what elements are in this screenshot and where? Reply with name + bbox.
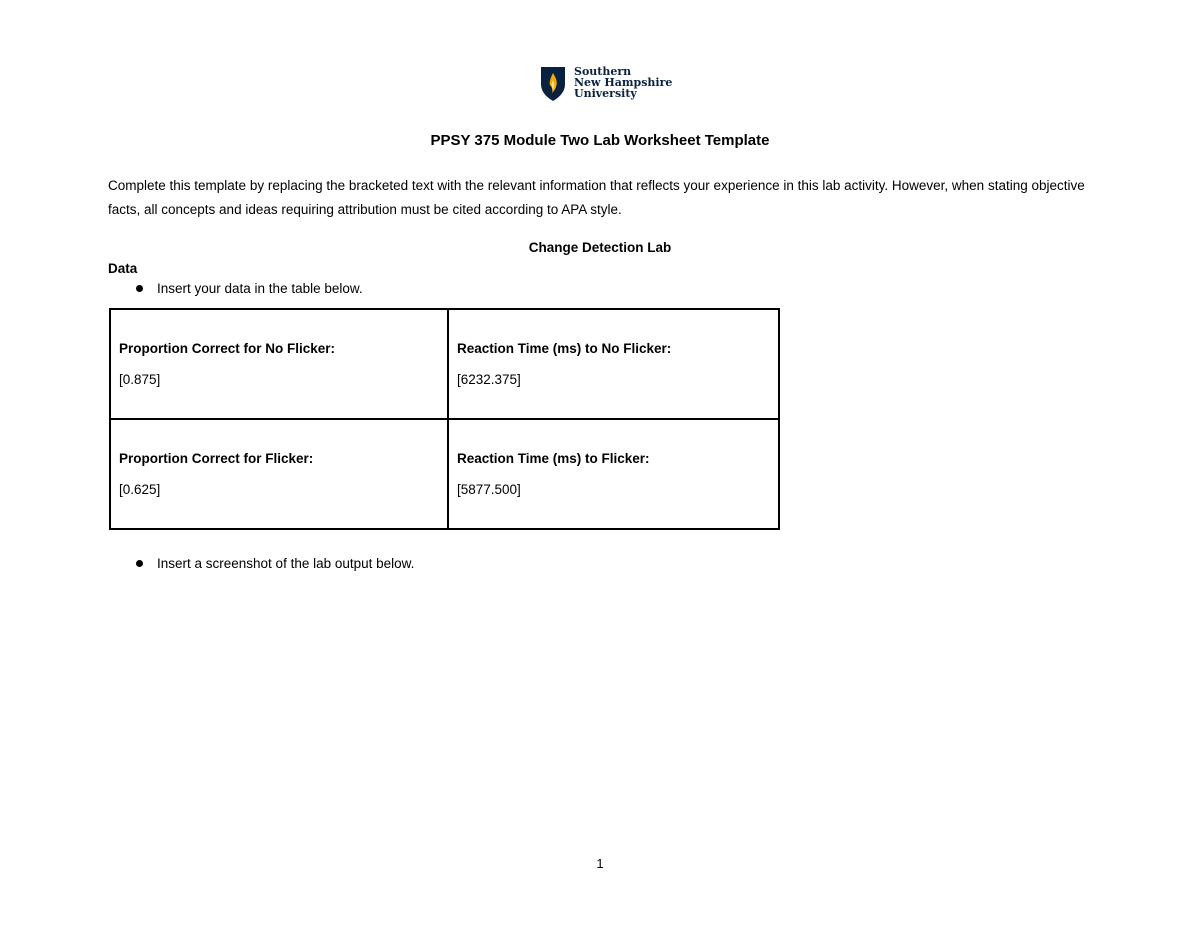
table-cell-proportion-flicker[interactable] xyxy=(110,419,448,529)
page-number: 1 xyxy=(596,856,604,871)
cell-value[interactable]: [6232.375] xyxy=(457,372,521,387)
table-cell-reaction-flicker[interactable] xyxy=(448,419,779,529)
shield-flame-icon xyxy=(540,66,566,102)
university-logo xyxy=(540,66,672,102)
cell-value[interactable]: [0.875] xyxy=(119,372,161,387)
cell-label: Proportion Correct for Flicker: xyxy=(119,451,314,466)
intro-paragraph: Complete this template by replacing the bracketed text with the relevant information that reflects your experience in this lab activity. However, when stating objective facts, all concepts and ideas requiring attribution must be cited according to APA style. xyxy=(108,178,1085,217)
data-heading: Data xyxy=(108,261,138,276)
cell-label: Proportion Correct for No Flicker: xyxy=(119,341,336,356)
cell-value[interactable]: [5877.500] xyxy=(457,482,521,497)
logo-line-1: Southern xyxy=(574,65,632,78)
document-title: PPSY 375 Module Two Lab Worksheet Template xyxy=(430,132,770,149)
cell-label: Reaction Time (ms) to Flicker: xyxy=(457,451,650,466)
table-row xyxy=(110,309,779,419)
bullet-item-insert-screenshot xyxy=(136,556,414,571)
data-table xyxy=(109,308,780,530)
logo-line-3: University xyxy=(574,87,637,100)
bullet-icon xyxy=(136,560,143,567)
section-title: Change Detection Lab xyxy=(528,240,672,255)
cell-value[interactable]: [0.625] xyxy=(119,482,161,497)
bullet-text: Insert a screenshot of the lab output below. xyxy=(157,556,415,571)
cell-label: Reaction Time (ms) to No Flicker: xyxy=(457,341,672,356)
bullet-text: Insert your data in the table below. xyxy=(157,281,363,296)
bullet-item-insert-data xyxy=(136,281,363,296)
table-row xyxy=(110,419,779,529)
logo-line-2: New Hampshire xyxy=(574,76,673,89)
bullet-icon xyxy=(136,285,143,292)
table-cell-reaction-no-flicker[interactable] xyxy=(448,309,779,419)
logo-wordmark xyxy=(574,66,672,99)
table-cell-proportion-no-flicker[interactable] xyxy=(110,309,448,419)
